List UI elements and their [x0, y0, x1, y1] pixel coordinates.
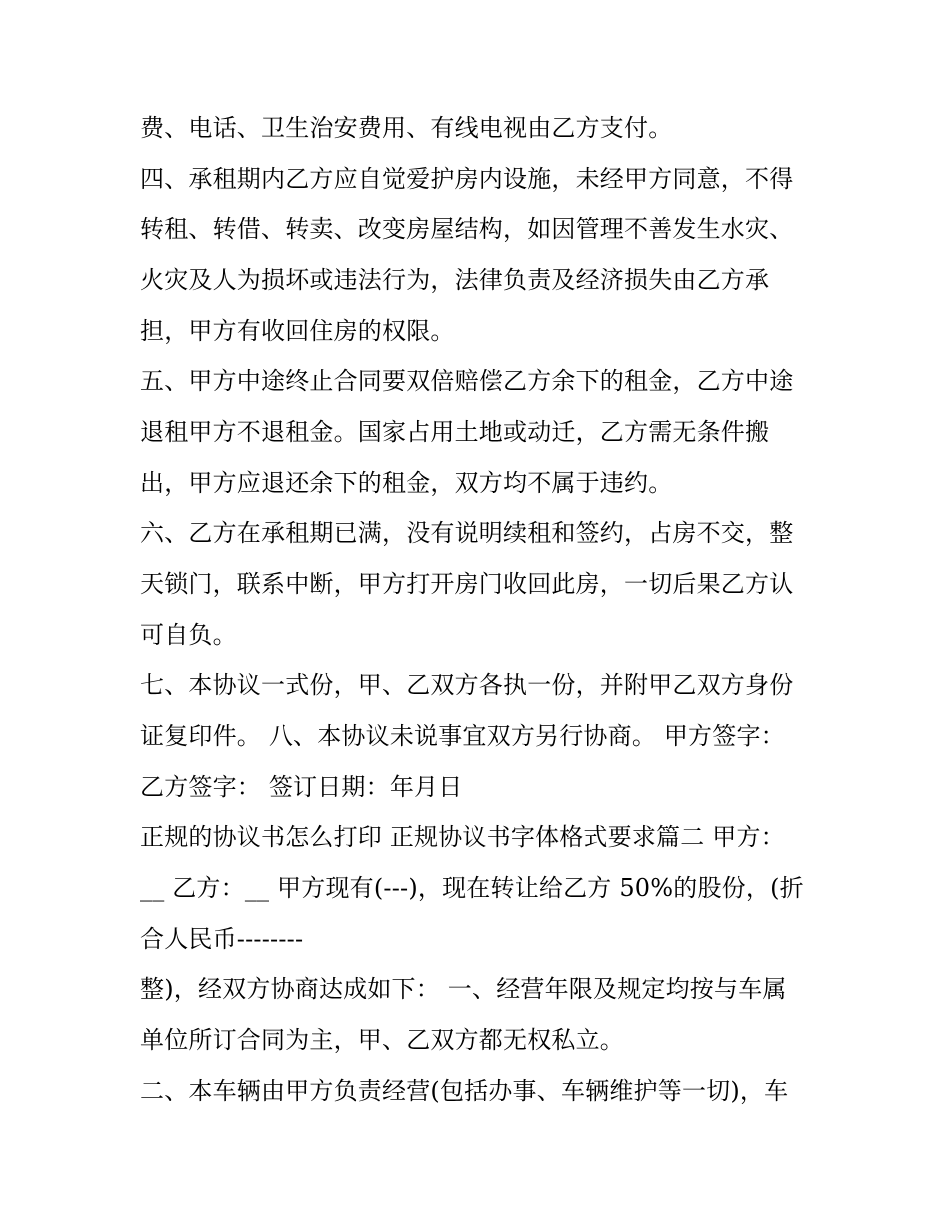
text-line: 乙方签字： 签订日期：年月日	[140, 773, 463, 801]
text-line: 可自负。	[140, 621, 237, 649]
text-line: 六、乙方在承租期已满，没有说明续租和签约，占房不交，整	[140, 519, 794, 547]
text-line: 整)，经双方协商达成如下： 一、经营年限及规定均按与车属	[140, 975, 787, 1003]
text-line: 退租甲方不退租金。国家占用土地或动迁，乙方需无条件搬	[140, 418, 770, 446]
text-line: 二、本车辆由甲方负责经营(包括办事、车辆维护等一切)，车	[140, 1077, 789, 1105]
text-line: 合人民币--------	[140, 925, 304, 953]
text-line: 火灾及人为损坏或违法行为，法律负责及经济损失由乙方承	[140, 266, 770, 294]
text-line: __ 乙方：__ 甲方现有(---)，现在转让给乙方 50%的股份，(折	[140, 874, 804, 902]
text-line: 天锁门，联系中断，甲方打开房门收回此房，一切后果乙方认	[140, 570, 794, 598]
text-line: 出，甲方应退还余下的租金，双方均不属于违约。	[140, 469, 673, 497]
text-line: 担，甲方有收回住房的权限。	[140, 317, 455, 345]
text-line: 费、电话、卫生治安费用、有线电视由乙方支付。	[140, 114, 673, 142]
text-line: 单位所订合同为主，甲、乙双方都无权私立。	[140, 1026, 624, 1054]
text-line: 正规的协议书怎么打印 正规协议书字体格式要求篇二 甲方：	[140, 823, 785, 851]
text-line: 五、甲方中途终止合同要双倍赔偿乙方余下的租金，乙方中途	[140, 367, 794, 395]
text-line: 四、承租期内乙方应自觉爱护房内设施，未经甲方同意，不得	[140, 165, 794, 193]
text-line: 七、本协议一式份，甲、乙双方各执一份，并附甲乙双方身份	[140, 671, 794, 699]
text-line: 转租、转借、转卖、改变房屋结构，如因管理不善发生水灾、	[140, 215, 794, 243]
text-line: 证复印件。 八、本协议未说事宜双方另行协商。 甲方签字：	[140, 722, 785, 750]
